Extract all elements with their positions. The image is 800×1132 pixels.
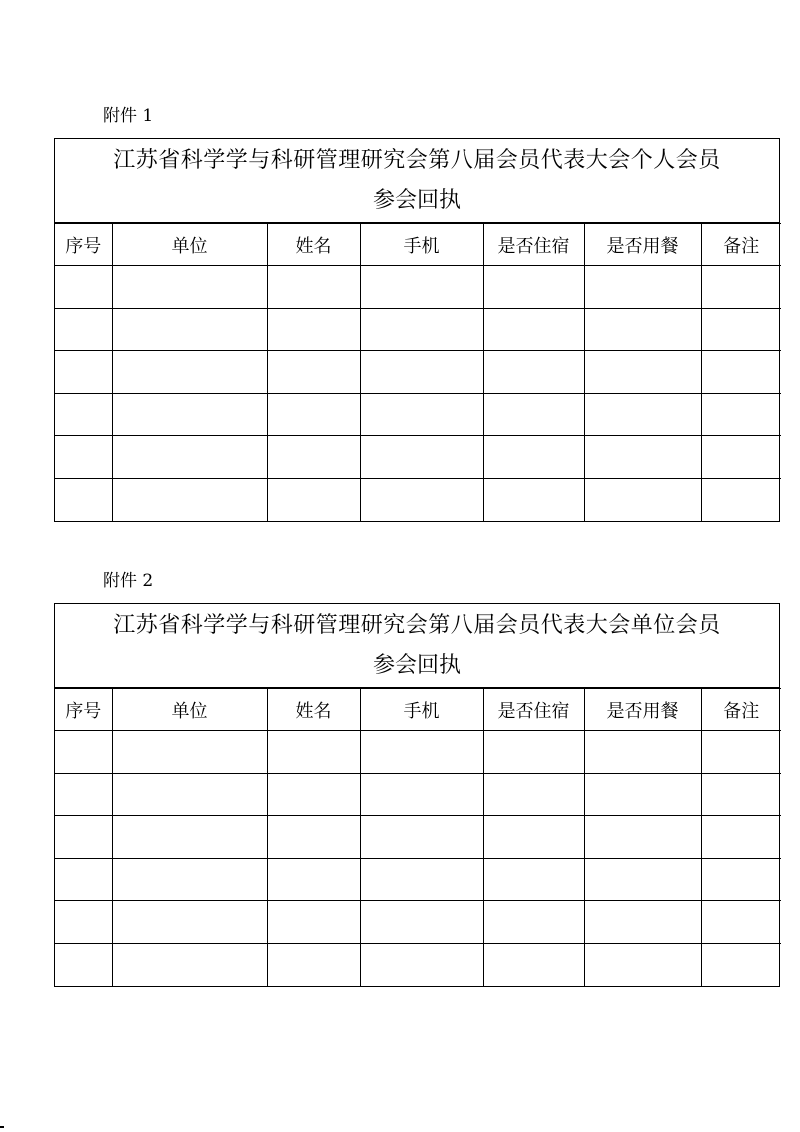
table-row: [55, 858, 781, 901]
blank-cell-unit[interactable]: [112, 943, 267, 986]
column-header-unit: 单位: [112, 224, 267, 266]
column-header-accommodation: 是否住宿: [483, 689, 584, 731]
blank-cell-mobile[interactable]: [360, 478, 483, 521]
column-header-remarks: 备注: [701, 224, 781, 266]
blank-cell-unit[interactable]: [112, 351, 267, 394]
table-row: [55, 266, 781, 309]
blank-cell-remarks[interactable]: [701, 943, 781, 986]
form-title-line2: 参会回执: [372, 653, 461, 678]
blank-cell-meal[interactable]: [584, 773, 701, 816]
column-header-remarks: 备注: [701, 689, 781, 731]
blank-cell-unit[interactable]: [112, 478, 267, 521]
blank-cell-index[interactable]: [55, 351, 112, 394]
blank-cell-name[interactable]: [267, 266, 360, 309]
blank-cell-name[interactable]: [267, 308, 360, 351]
table-row: [55, 901, 781, 944]
blank-cell-mobile[interactable]: [360, 816, 483, 859]
blank-cell-meal[interactable]: [584, 731, 701, 774]
blank-cell-meal[interactable]: [584, 816, 701, 859]
blank-cell-unit[interactable]: [112, 773, 267, 816]
blank-cell-remarks[interactable]: [701, 773, 781, 816]
blank-cell-name[interactable]: [267, 943, 360, 986]
registration-table: [55, 223, 781, 521]
column-header-name: 姓名: [267, 689, 360, 731]
table-row: [55, 436, 781, 479]
blank-cell-remarks[interactable]: [701, 308, 781, 351]
blank-cell-remarks[interactable]: [701, 858, 781, 901]
column-header-accommodation: 是否住宿: [483, 224, 584, 266]
blank-cell-mobile[interactable]: [360, 943, 483, 986]
blank-cell-name[interactable]: [267, 901, 360, 944]
blank-cell-unit[interactable]: [112, 731, 267, 774]
blank-cell-unit[interactable]: [112, 308, 267, 351]
blank-cell-name[interactable]: [267, 436, 360, 479]
blank-cell-name[interactable]: [267, 731, 360, 774]
blank-cell-remarks[interactable]: [701, 393, 781, 436]
table-body: [55, 266, 781, 521]
table-row: [55, 478, 781, 521]
blank-cell-remarks[interactable]: [701, 351, 781, 394]
blank-cell-meal[interactable]: [584, 943, 701, 986]
table-row: [55, 308, 781, 351]
blank-cell-mobile[interactable]: [360, 773, 483, 816]
table-row: [55, 393, 781, 436]
blank-cell-unit[interactable]: [112, 393, 267, 436]
blank-cell-index[interactable]: [55, 858, 112, 901]
form-title-line1: 江苏省科学学与科研管理研究会第八届会员代表大会单位会员: [113, 613, 721, 638]
blank-cell-remarks[interactable]: [701, 901, 781, 944]
blank-cell-remarks[interactable]: [701, 478, 781, 521]
blank-cell-mobile[interactable]: [360, 393, 483, 436]
blank-cell-index[interactable]: [55, 266, 112, 309]
column-header-meal: 是否用餐: [584, 689, 701, 731]
blank-cell-accommodation[interactable]: [483, 773, 584, 816]
blank-cell-meal[interactable]: [584, 393, 701, 436]
form-title-line1: 江苏省科学学与科研管理研究会第八届会员代表大会个人会员: [113, 148, 721, 173]
blank-cell-unit[interactable]: [112, 266, 267, 309]
form-title-line2: 参会回执: [372, 188, 461, 213]
blank-cell-index[interactable]: [55, 773, 112, 816]
blank-cell-mobile[interactable]: [360, 858, 483, 901]
unit-member-form: [54, 603, 780, 987]
blank-cell-accommodation[interactable]: [483, 308, 584, 351]
blank-cell-accommodation[interactable]: [483, 393, 584, 436]
blank-cell-name[interactable]: [267, 393, 360, 436]
blank-cell-mobile[interactable]: [360, 436, 483, 479]
attachment-2-label: 附件 2: [103, 571, 154, 591]
blank-cell-index[interactable]: [55, 901, 112, 944]
registration-table: [55, 688, 781, 986]
blank-cell-meal[interactable]: [584, 308, 701, 351]
blank-cell-mobile[interactable]: [360, 731, 483, 774]
blank-cell-accommodation[interactable]: [483, 943, 584, 986]
blank-cell-mobile[interactable]: [360, 351, 483, 394]
blank-cell-accommodation[interactable]: [483, 858, 584, 901]
blank-cell-mobile[interactable]: [360, 308, 483, 351]
column-header-index: 序号: [55, 689, 112, 731]
blank-cell-index[interactable]: [55, 731, 112, 774]
table-header-row: [55, 224, 781, 266]
blank-cell-name[interactable]: [267, 773, 360, 816]
blank-cell-index[interactable]: [55, 393, 112, 436]
scan-mark: [0, 1126, 4, 1128]
blank-cell-meal[interactable]: [584, 478, 701, 521]
blank-cell-unit[interactable]: [112, 901, 267, 944]
attachment-1-label: 附件 1: [103, 106, 154, 126]
blank-cell-unit[interactable]: [112, 816, 267, 859]
blank-cell-remarks[interactable]: [701, 266, 781, 309]
blank-cell-meal[interactable]: [584, 436, 701, 479]
blank-cell-meal[interactable]: [584, 901, 701, 944]
blank-cell-meal[interactable]: [584, 351, 701, 394]
blank-cell-name[interactable]: [267, 816, 360, 859]
form-title: [55, 604, 779, 688]
blank-cell-mobile[interactable]: [360, 266, 483, 309]
blank-cell-accommodation[interactable]: [483, 901, 584, 944]
table-row: [55, 943, 781, 986]
blank-cell-name[interactable]: [267, 478, 360, 521]
blank-cell-index[interactable]: [55, 816, 112, 859]
blank-cell-mobile[interactable]: [360, 901, 483, 944]
column-header-mobile: 手机: [360, 689, 483, 731]
table-row: [55, 731, 781, 774]
table-row: [55, 351, 781, 394]
blank-cell-name[interactable]: [267, 351, 360, 394]
blank-cell-meal[interactable]: [584, 858, 701, 901]
blank-cell-name[interactable]: [267, 858, 360, 901]
blank-cell-accommodation[interactable]: [483, 478, 584, 521]
column-header-name: 姓名: [267, 224, 360, 266]
column-header-unit: 单位: [112, 689, 267, 731]
blank-cell-unit[interactable]: [112, 858, 267, 901]
blank-cell-remarks[interactable]: [701, 731, 781, 774]
form-title: [55, 139, 779, 223]
blank-cell-accommodation[interactable]: [483, 436, 584, 479]
blank-cell-remarks[interactable]: [701, 436, 781, 479]
blank-cell-index[interactable]: [55, 943, 112, 986]
blank-cell-index[interactable]: [55, 478, 112, 521]
column-header-mobile: 手机: [360, 224, 483, 266]
table-body: [55, 731, 781, 986]
column-header-index: 序号: [55, 224, 112, 266]
blank-cell-remarks[interactable]: [701, 816, 781, 859]
blank-cell-accommodation[interactable]: [483, 816, 584, 859]
blank-cell-unit[interactable]: [112, 436, 267, 479]
table-header-row: [55, 689, 781, 731]
individual-member-form: [54, 138, 780, 522]
blank-cell-index[interactable]: [55, 436, 112, 479]
blank-cell-accommodation[interactable]: [483, 351, 584, 394]
column-header-meal: 是否用餐: [584, 224, 701, 266]
blank-cell-meal[interactable]: [584, 266, 701, 309]
blank-cell-accommodation[interactable]: [483, 266, 584, 309]
blank-cell-index[interactable]: [55, 308, 112, 351]
table-row: [55, 773, 781, 816]
blank-cell-accommodation[interactable]: [483, 731, 584, 774]
table-row: [55, 816, 781, 859]
